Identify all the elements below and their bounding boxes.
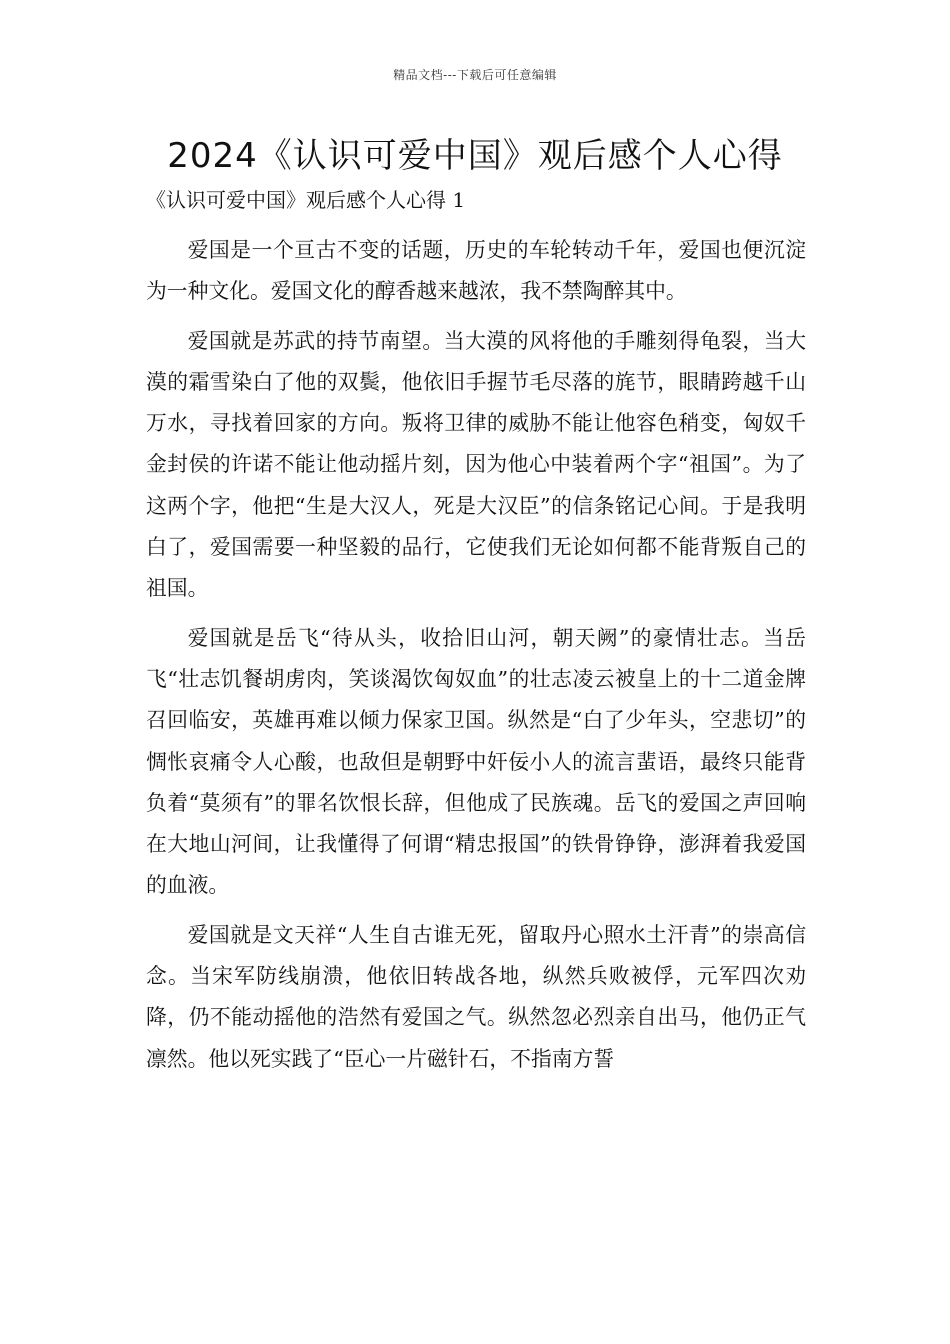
section-subtitle: 《认识可爱中国》观后感个人心得 1 [146,188,466,212]
header-note: 精品文档---下载后可任意编辑 [393,68,557,82]
paragraph-3: 爱国就是岳飞“待从头，收拾旧山河，朝天阙”的豪情壮志。当岳飞“壮志饥餐胡虏肉，笑谈渴饮匈奴血”的壮志凌云被皇上的十二道金牌召回临安，英雄再难以倾力保家卫国。纵然是“白了少年头，空悲切”的惆怅哀痛令人心酸，也敌但是朝野中奸佞小人的流言蜚语，最终只能背负着“莫须有”的罪名饮恨长辞，但他成了民族魂。岳飞的爱国之声回响在大地山河间，让我懂得了何谓“精忠报国”的铁骨铮铮，澎湃着我爱国的血液。 [146,625,806,898]
document-title: 2024《认识可爱中国》观后感个人心得 [167,136,783,176]
paragraph-2: 爱国就是苏武的持节南望。当大漠的风将他的手雕刻得龟裂，当大漠的霜雪染白了他的双鬓，他依旧手握节毛尽落的旄节，眼睛跨越千山万水，寻找着回家的方向。叛将卫律的威胁不能让他容色稍变，匈奴千金封侯的许诺不能让他动摇片刻，因为他心中装着两个字“祖国”。为了这两个字，他把“生是大汉人，死是大汉臣”的信条铭记心间。于是我明白了，爱国需要一种坚毅的品行，它使我们无论如何都不能背叛自己的祖国。 [146,328,806,601]
paragraph-1: 爱国是一个亘古不变的话题，历史的车轮转动千年，爱国也便沉淀为一种文化。爱国文化的醇香越来越浓，我不禁陶醉其中。 [146,238,806,304]
document-body [146,230,806,1088]
paragraph-4: 爱国就是文天祥“人生自古谁无死，留取丹心照水土汗青”的崇高信念。当宋军防线崩溃，他依旧转战各地，纵然兵败被俘，元军四次劝降，仍不能动摇他的浩然有爱国之气。纵然忽必烈亲自出马，他仍正气凛然。他以死实践了“臣心一片磁针石，不指南方誓 [146,922,806,1071]
